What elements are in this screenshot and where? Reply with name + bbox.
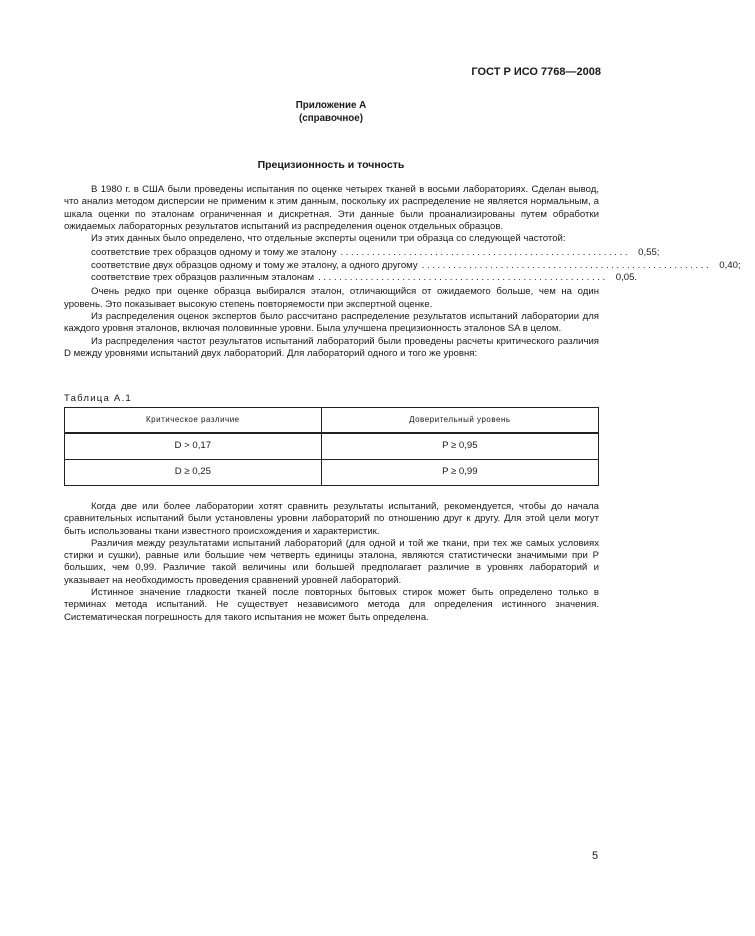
paragraph: Истинное значение гладкости тканей после повторных бытовых стирок может быть определено только в терминах метода испытаний. Не существует независимого метода для определения истинного значения. Систематическая погрешность для такого испытания не может быть определена. <box>64 587 599 623</box>
table-header-row <box>65 408 599 434</box>
column-header: Доверительный уровень <box>321 408 598 434</box>
list-item-text: соответствие двух образцов одному и тому же эталону, а одного другому <box>91 259 418 271</box>
table-row <box>65 460 599 486</box>
document-code-header: ГОСТ Р ИСО 7768—2008 <box>471 66 601 78</box>
list-item-text: соответствие трех образцов одному и тому же эталону <box>91 247 337 259</box>
table-caption: Таблица А.1 <box>64 393 132 404</box>
leader-dots: ....................................................... <box>421 259 712 271</box>
page-number: 5 <box>592 850 599 862</box>
list-item-value: 0,05. <box>615 272 638 284</box>
list-item-value: 0,55; <box>638 247 660 259</box>
body-text-bottom <box>64 501 599 624</box>
leader-dots: ....................................................... <box>340 247 631 259</box>
table-row <box>65 433 599 460</box>
list-item-text: соответствие трех образцов различным эталонам <box>91 272 315 284</box>
list-item <box>91 272 638 284</box>
appendix-subtitle: (справочное) <box>299 112 363 124</box>
section-title: Прецизионность и точность <box>257 159 405 171</box>
body-text-top <box>64 184 741 360</box>
paragraph: В 1980 г. в США были проведены испытания по оценке четырех тканей в восьми лабораториях. Сделан вывод, что анализ методом дисперсии не применим к этим данным, поскольку их распределение не является нормальным, а шкала оценки по эталонам ограниченная и дискретная. Эти данные были проанализированы путем обработки ожидаемых лабораторных результатов испытаний из распределения оценок отдельных образцов. <box>64 184 599 232</box>
paragraph: Различия между результатами испытаний лабораторий (для одной и той же ткани, при тех же самых условиях стирки и сушки), равные или большие чем четверть единицы эталона, являются статистически значимыми при P больших, чем 0,99. Различие такой величины или большей предполагает различие в уровнях лабораторий и указывает на необходимость проведения сравнений уровней лабораторий. <box>64 537 599 586</box>
paragraph: Из распределения частот результатов испытаний лабораторий были проведены расчеты критического различия D между уровнями испытаний двух лабораторий. Для лабораторий одного и того же уровня: <box>64 335 599 359</box>
list-item <box>91 259 741 272</box>
critical-difference-table <box>64 407 599 486</box>
list-item-value: 0,40; <box>719 259 741 271</box>
table-cell: D > 0,17 <box>65 433 322 460</box>
leader-dots: ....................................................... <box>318 272 608 284</box>
table-cell: D ≥ 0,25 <box>65 460 322 486</box>
paragraph: Когда две или более лаборатории хотят сравнить результаты испытаний, рекомендуется, чтобы до начала сравнительных испытаний были установлены уровни лабораторий по отношению друг к другу. Для этой цели могут быть использованы ткани известного происхождения и характеристик. <box>64 501 599 537</box>
paragraph: Из распределения оценок экспертов было рассчитано распределение результатов испытаний лаборатории для каждого уровня эталонов, включая половинные уровни. Была улучшена прецизионность эталонов SA в целом. <box>64 310 599 335</box>
frequency-list <box>91 247 741 284</box>
list-item <box>91 247 660 259</box>
paragraph: Из этих данных было определено, что отдельные эксперты оценили три образца со следующей частотой: <box>91 233 566 245</box>
table-cell: P ≥ 0,95 <box>321 433 598 460</box>
appendix-heading <box>0 100 662 125</box>
column-header: Критическое различие <box>65 408 322 434</box>
table-cell: P ≥ 0,99 <box>321 460 598 486</box>
paragraph: Очень редко при оценке образца выбирался эталон, отличающийся от ожидаемого больше, чем на один уровень. Это показывает высокую степень повторяемости при экспертной оценке. <box>64 286 599 310</box>
appendix-title: Приложение А <box>295 100 367 111</box>
